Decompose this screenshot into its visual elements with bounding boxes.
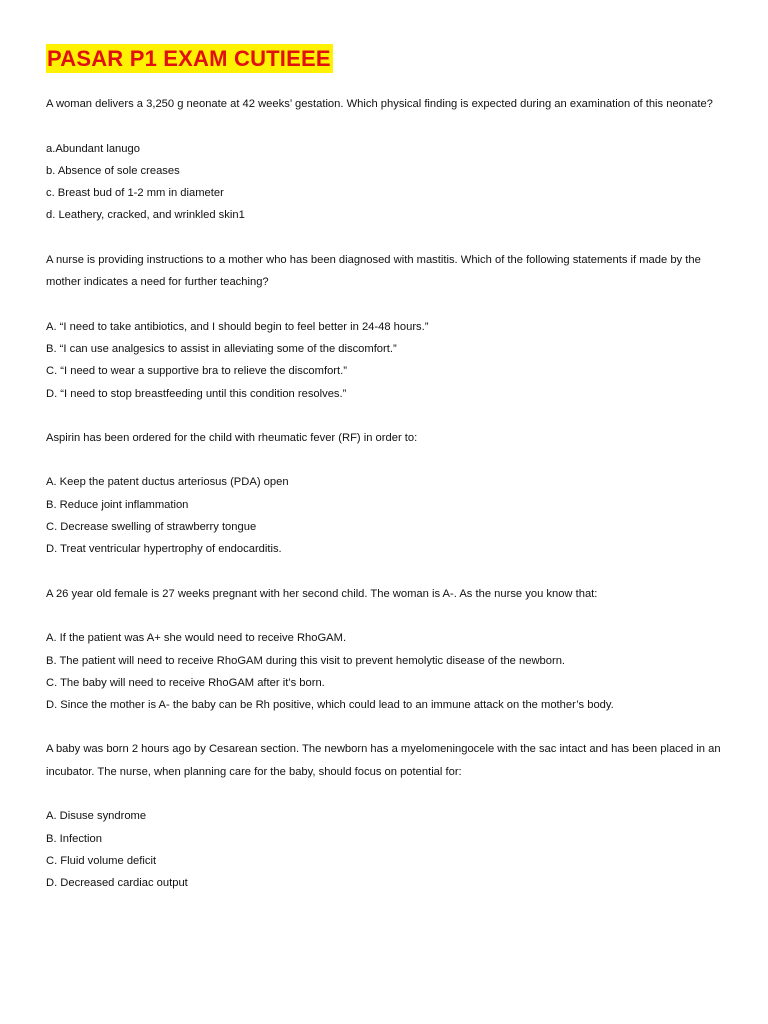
option-item: B. Reduce joint inflammation	[46, 498, 189, 511]
option-item: A. Keep the patent ductus arteriosus (PDA) open	[46, 476, 289, 489]
question-stem: A 26 year old female is 27 weeks pregnant with her second child. The woman is A-. As the nurse you know that:	[46, 587, 598, 600]
option-item: D. Since the mother is A- the baby can be Rh positive, which could lead to an immune attack on the mother’s body.	[46, 699, 614, 712]
option-item: C. “I need to wear a supportive bra to relieve the discomfort.”	[46, 365, 347, 378]
option-list	[46, 627, 728, 716]
option-item: A. If the patient was A+ she would need to receive RhoGAM.	[46, 632, 347, 645]
question-stem: A woman delivers a 3,250 g neonate at 42 weeks’ gestation. Which physical finding is expected during an examination of this neonate?	[46, 98, 713, 110]
option-item: D. Decreased cardiac output	[46, 877, 188, 890]
option-item: D. Treat ventricular hypertrophy of endocarditis.	[46, 543, 282, 556]
question-stem: A nurse is providing instructions to a mother who has been diagnosed with mastitis. Which of the following statements if made by the mother indicates a need for further teaching?	[46, 253, 701, 289]
question-4	[46, 583, 728, 717]
option-list	[46, 471, 728, 560]
document-title: PASAR P1 EXAM CUTIEEE	[47, 46, 331, 71]
question-list	[46, 93, 728, 895]
option-list	[46, 316, 728, 405]
option-item: b. Absence of sole creases	[46, 164, 180, 177]
option-item: A. “I need to take antibiotics, and I should begin to feel better in 24-48 hours.”	[46, 320, 429, 333]
question-stem: A baby was born 2 hours ago by Cesarean section. The newborn has a myelomeningocele with the sac intact and has been placed in an incubator. The nurse, when planning care for the baby, should focus on potential for:	[46, 743, 721, 778]
option-item: c. Breast bud of 1-2 mm in diameter	[46, 187, 224, 200]
option-item: C. Decrease swelling of strawberry tongue	[46, 521, 257, 534]
question-2	[46, 249, 728, 405]
option-list	[46, 138, 728, 227]
option-item: C. The baby will need to receive RhoGAM after it’s born.	[46, 676, 325, 689]
question-5	[46, 738, 728, 894]
option-item: B. Infection	[46, 832, 102, 845]
option-item: B. The patient will need to receive RhoGAM during this visit to prevent hemolytic disease of the newborn.	[46, 654, 566, 667]
option-item: d. Leathery, cracked, and wrinkled skin1	[46, 209, 245, 222]
question-stem: Aspirin has been ordered for the child with rheumatic fever (RF) in order to:	[46, 431, 418, 444]
option-item: a.Abundant lanugo	[46, 142, 140, 155]
option-item: D. “I need to stop breastfeeding until this condition resolves.”	[46, 387, 347, 400]
question-1	[46, 93, 728, 227]
option-item: C. Fluid volume deficit	[46, 854, 157, 867]
option-list	[46, 805, 728, 894]
option-item: B. “I can use analgesics to assist in alleviating some of the discomfort.”	[46, 342, 397, 355]
option-item: A. Disuse syndrome	[46, 810, 147, 823]
question-3	[46, 427, 728, 561]
